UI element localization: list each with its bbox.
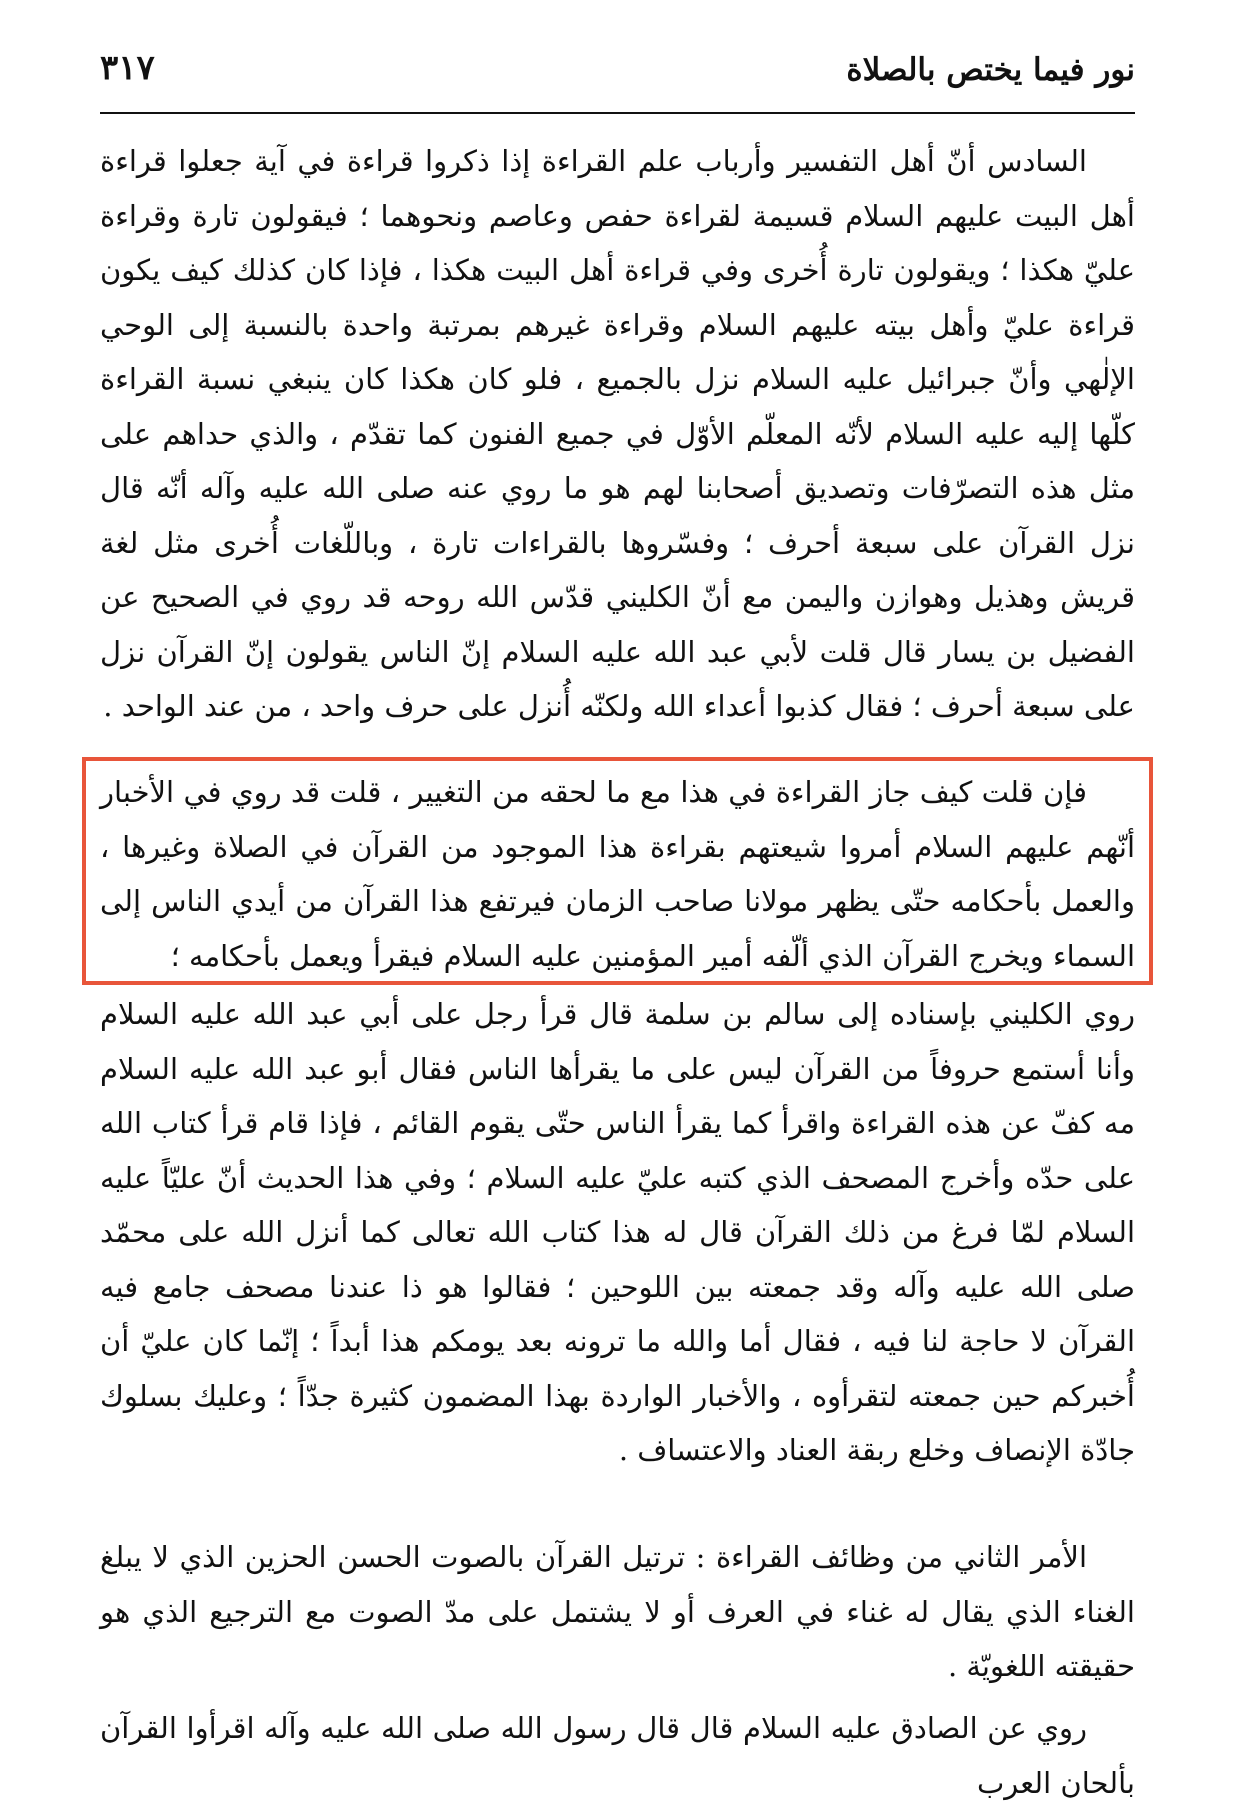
page-header xyxy=(100,44,1135,106)
paragraph-highlighted: فإن قلت كيف جاز القراءة في هذا مع ما لحقه من التغيير ، قلت قد روي في الأخبار أنّهم عليهم السلام أمروا شيعتهم بقراءة هذا الموجود من القرآن في الصلاة وغيرها ، والعمل بأحكامه حتّى يظهر مولانا صاحب الزمان فيرتفع هذا القرآن من أيدي الناس إلى السماء ويخرج القرآن الذي ألّفه أمير المؤمنين عليه السلام فيقرأ ويعمل بأحكامه ؛ xyxy=(100,775,1136,973)
running-title: نور فيما يختص بالصلاة xyxy=(846,52,1135,88)
header-divider xyxy=(100,112,1135,114)
paragraph-kulayni-narration: روي الكليني بإسناده إلى سالم بن سلمة قال قرأ رجل على أبي عبد الله عليه السلام وأنا أستمع حروفاً من القرآن ليس على ما يقرأها الناس فقال أبو عبد الله عليه السلام مه كفّ عن هذه القراءة واقرأ كما يقرأ الناس حتّى يقوم القائم ، فإذا قام قرأ كتاب الله على حدّه وأخرج المصحف الذي كتبه عليّ عليه السلام ؛ وفي هذا الحديث أنّ عليّاً عليه السلام لمّا فرغ من ذلك القرآن قال له هذا كتاب الله تعالى كما أنزل الله على محمّد صلى الله عليه وآله وقد جمعته بين اللوحين ؛ فقالوا هو ذا عندنا مصحف جامع فيه القرآن لا حاجة لنا فيه ، فقال أما والله ما ترونه بعد يومكم هذا أبداً ؛ إنّما كان عليّ أن أُخبركم حين جمعته لتقرأوه ، والأخبار الواردة بهذا المضمون كثيرة جدّاً ؛ وعليك بسلوك جادّة الإنصاف وخلع ربقة العناد والاعتساف . xyxy=(100,997,1135,1467)
paragraph-second-matter: الأمر الثاني من وظائف القراءة : ترتيل القرآن بالصوت الحسن الحزين الذي لا يبلغ الغناء الذي يقال له غناء في العرف أو لا يشتمل على مدّ الصوت مع الترجيع الذي هو حقيقته اللغويّة . xyxy=(100,1540,1135,1683)
paragraph-sixth-point: السادس أنّ أهل التفسير وأرباب علم القراءة إذا ذكروا قراءة في آية جعلوا قراءة أهل البيت عليهم السلام قسيمة لقراءة حفص وعاصم ونحوهما ؛ فيقولون تارة وقراءة عليّ هكذا ؛ ويقولون تارة أُخرى وفي قراءة أهل البيت هكذا ، فإذا كان كذلك كيف يكون قراءة عليّ وأهل بيته عليهم السلام وقراءة غيرهم بمرتبة واحدة بالنسبة إلى الوحي الإلٰهي وأنّ جبرائيل عليه السلام نزل بالجميع ، فلو كان هكذا كان ينبغي نسبة القراءة كلّها إليه عليه السلام لأنّه المعلّم الأوّل في جميع الفنون كما تقدّم ، والذي حداهم على مثل هذه التصرّفات وتصديق أصحابنا لهم هو ما روي عنه صلى الله عليه وآله أنّه قال نزل القرآن على سبعة أحرف ؛ وفسّروها بالقراءات تارة ، وباللّغات أُخرى مثل لغة قريش وهذيل وهوازن واليمن مع أنّ الكليني قدّس الله روحه قد روي في الصحيح عن الفضيل بن يسار قال قلت لأبي عبد الله عليه السلام إنّ الناس يقولون إنّ القرآن نزل على سبعة أحرف ؛ فقال كذبوا أعداء الله ولكنّه أُنزل على حرف واحد ، من عند الواحد . xyxy=(100,144,1135,723)
page-number: ٣١٧ xyxy=(100,48,155,88)
paragraph-sadiq-narration: روي عن الصادق عليه السلام قال قال رسول الله صلى الله عليه وآله اقرأوا القرآن بألحان العرب xyxy=(100,1711,1135,1800)
